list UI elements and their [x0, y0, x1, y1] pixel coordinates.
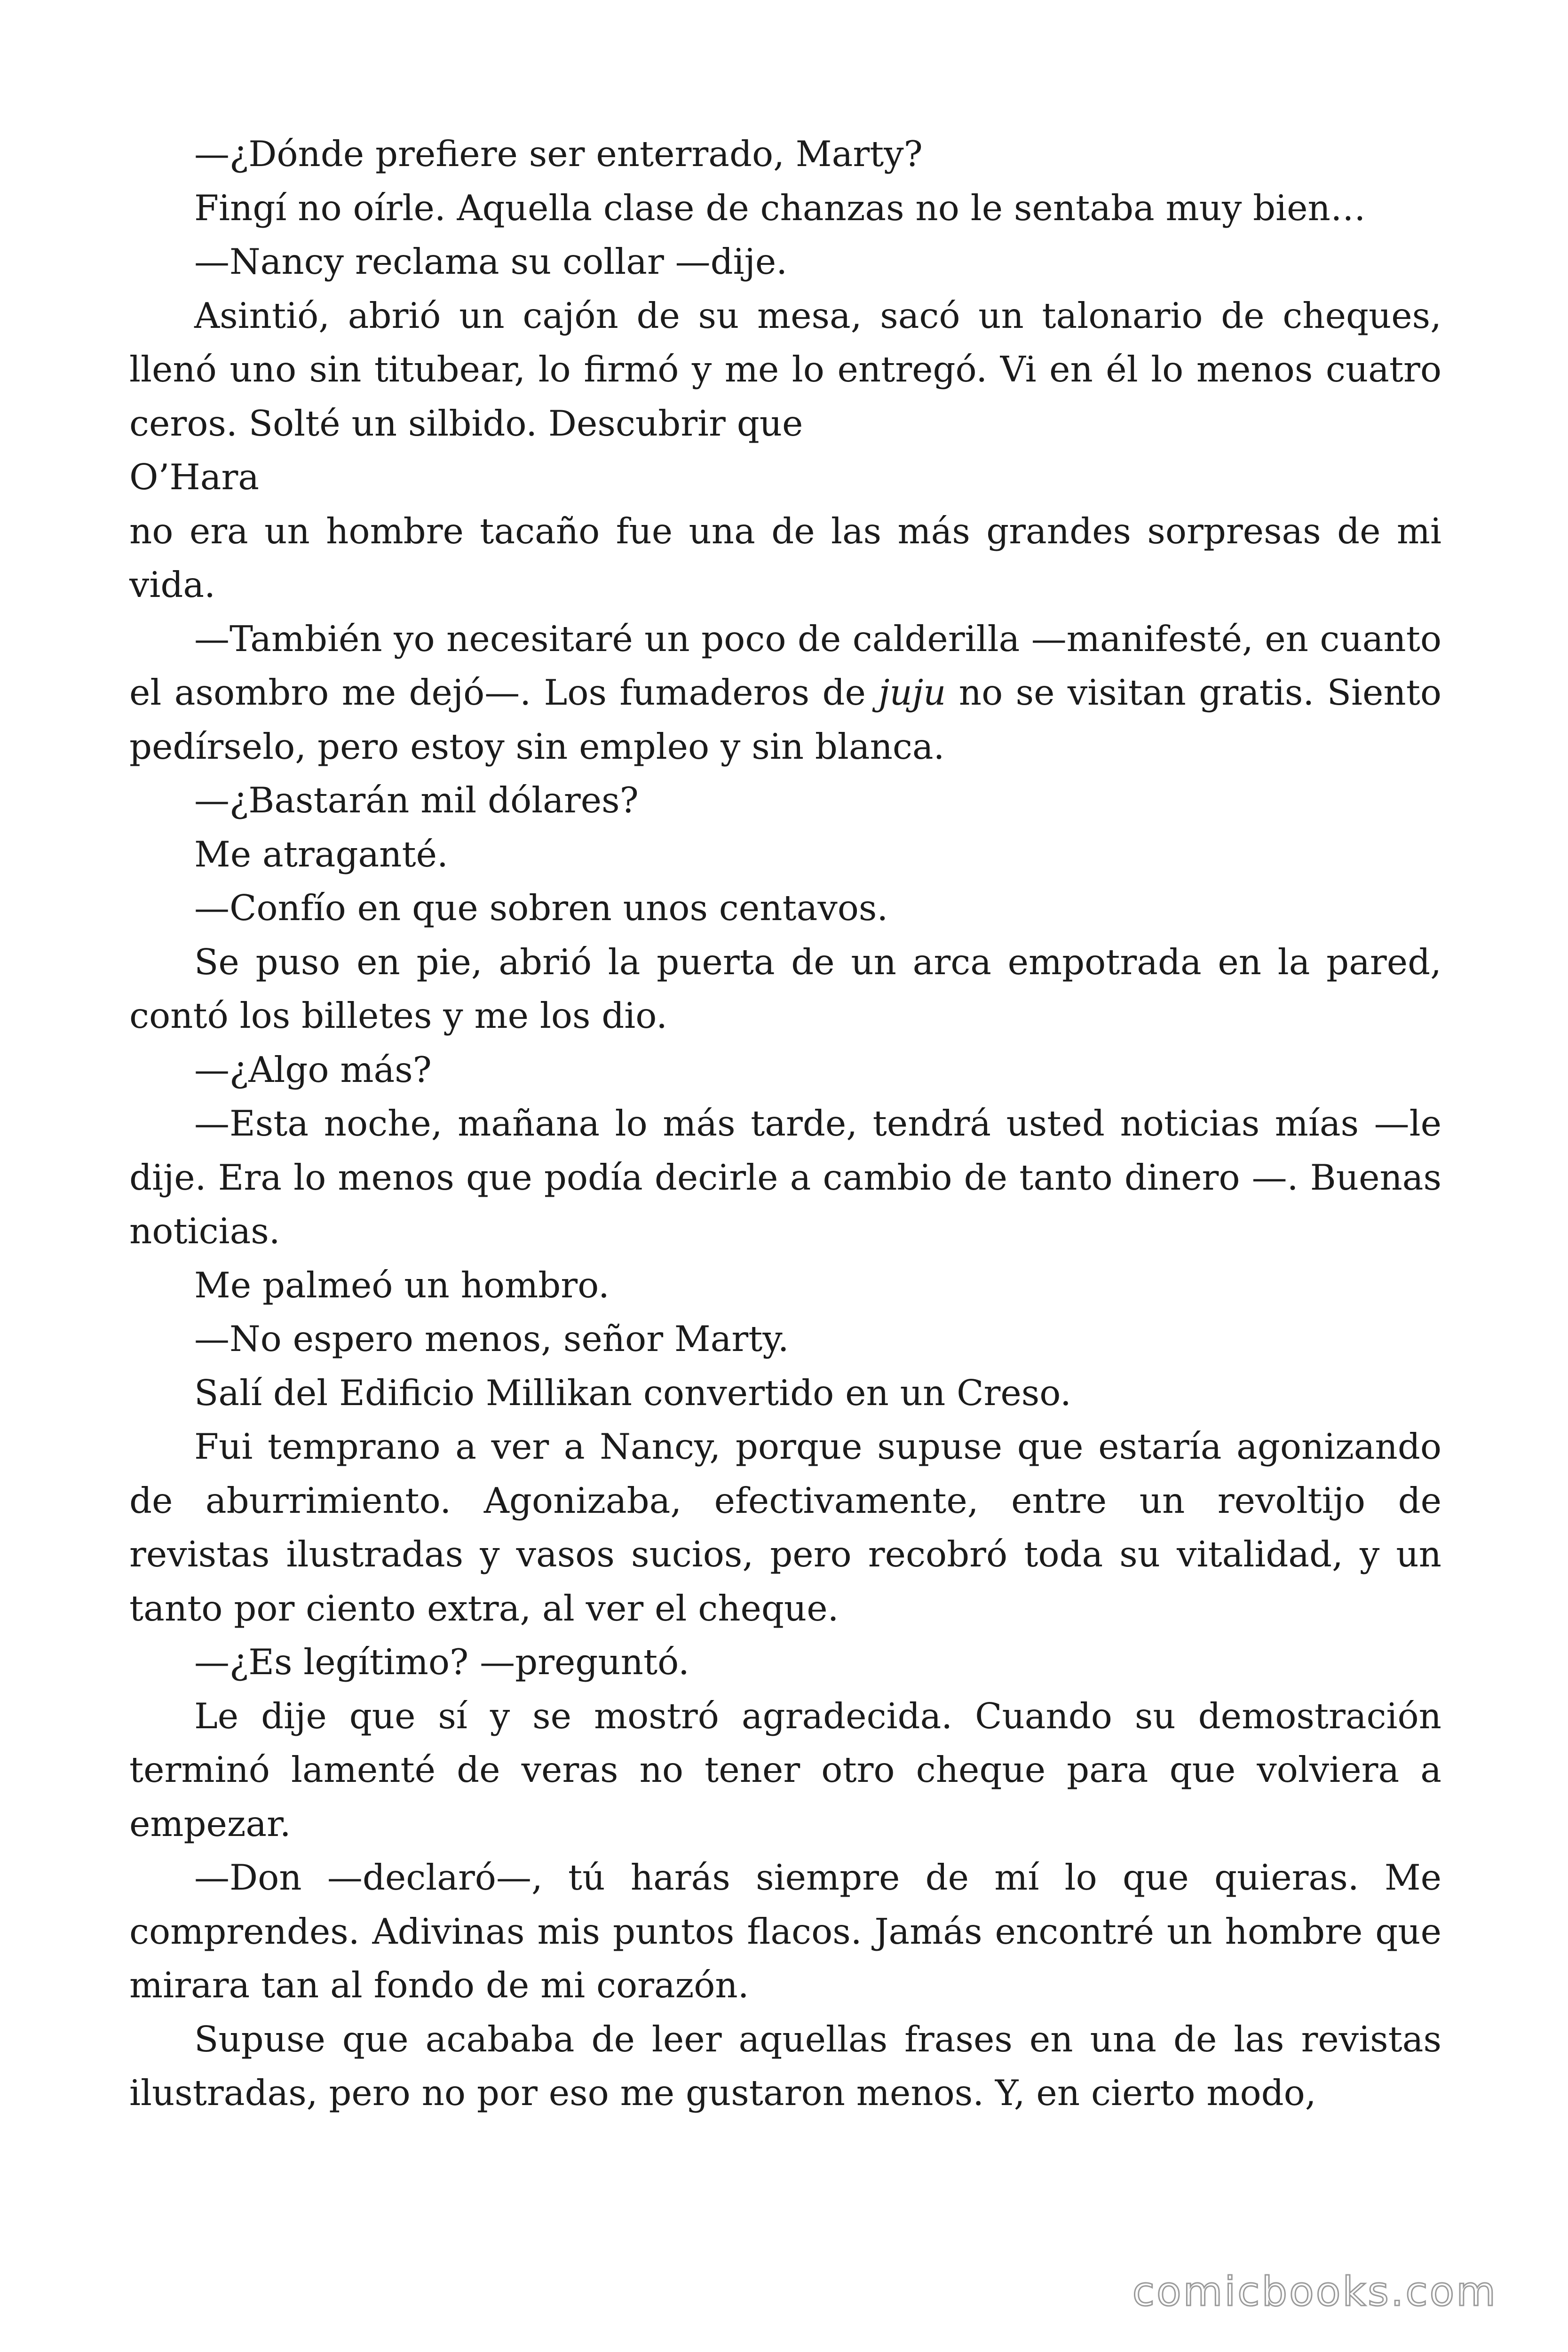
paragraph-10: —Confío en que sobren unos centavos. [194, 887, 888, 929]
paragraph-7-before: —También yo necesitaré un poco de calderilla —manifesté, en cuanto el asombro me dejó—. Los fumaderos de [129, 618, 1441, 713]
paragraph-14: Me palmeó un hombro. [194, 1264, 610, 1306]
paragraph-3: —Nancy reclama su collar —dije. [194, 241, 788, 282]
paragraph-2: Fingí no oírle. Aquella clase de chanzas no le sentaba muy bien… [194, 187, 1366, 229]
paragraph-7-italic-word: juju [879, 672, 946, 713]
watermark-logo: comicbooks.com [1132, 2268, 1497, 2315]
paragraph-8: —¿Bastarán mil dólares? [194, 779, 639, 821]
paragraph-7-after: no se visitan gratis. Siento pedírselo, pero estoy sin empleo y sin blanca. [129, 672, 1441, 767]
paragraph-4: Asintió, abrió un cajón de su mesa, sacó un talonario de cheques, llenó uno sin titubear, lo firmó y me lo entregó. Vi en él lo menos cuatro ceros. Solté un silbido. Descubrir que [129, 294, 1441, 444]
paragraph-13: —Esta noche, mañana lo más tarde, tendrá usted noticias mías —le dije. Era lo menos que podía decirle a cambio de tanto dinero —. Buenas noticias. [129, 1103, 1441, 1252]
paragraph-5-name-line: O’Hara [129, 456, 260, 498]
paragraph-9: Me atraganté. [194, 833, 448, 875]
page-body [129, 127, 1441, 2120]
paragraph-17: Fui temprano a ver a Nancy, porque supuse que estaría agonizando de aburrimiento. Agonizaba, efectivamente, entre un revoltijo de revistas ilustradas y vasos sucios, pero recobró toda su vitalidad, y un tanto por ciento extra, al ver el cheque. [129, 1426, 1441, 1629]
paragraph-15: —No espero menos, señor Marty. [194, 1318, 789, 1359]
paragraph-7 [129, 612, 1441, 774]
paragraph-18: —¿Es legítimo? —preguntó. [194, 1641, 689, 1683]
paragraph-16: Salí del Edificio Millikan convertido en un Creso. [194, 1372, 1071, 1414]
paragraph-6: no era un hombre tacaño fue una de las más grandes sorpresas de mi vida. [129, 510, 1441, 605]
paragraph-12: —¿Algo más? [194, 1049, 432, 1090]
paragraph-19: Le dije que sí y se mostró agradecida. Cuando su demostración terminó lamenté de veras no tener otro cheque para que volviera a empezar. [129, 1695, 1441, 1844]
paragraph-20: —Don —declaró—, tú harás siempre de mí lo que quieras. Me comprendes. Adivinas mis puntos flacos. Jamás encontré un hombre que mirara tan al fondo de mi corazón. [129, 1857, 1441, 2006]
paragraph-1: —¿Dónde prefiere ser enterrado, Marty? [194, 133, 923, 175]
paragraph-21: Supuse que acababa de leer aquellas frases en una de las revistas ilustradas, pero no por eso me gustaron menos. Y, en cierto modo, [129, 2018, 1441, 2114]
paragraph-11: Se puso en pie, abrió la puerta de un arca empotrada en la pared, contó los billetes y me los dio. [129, 941, 1441, 1036]
